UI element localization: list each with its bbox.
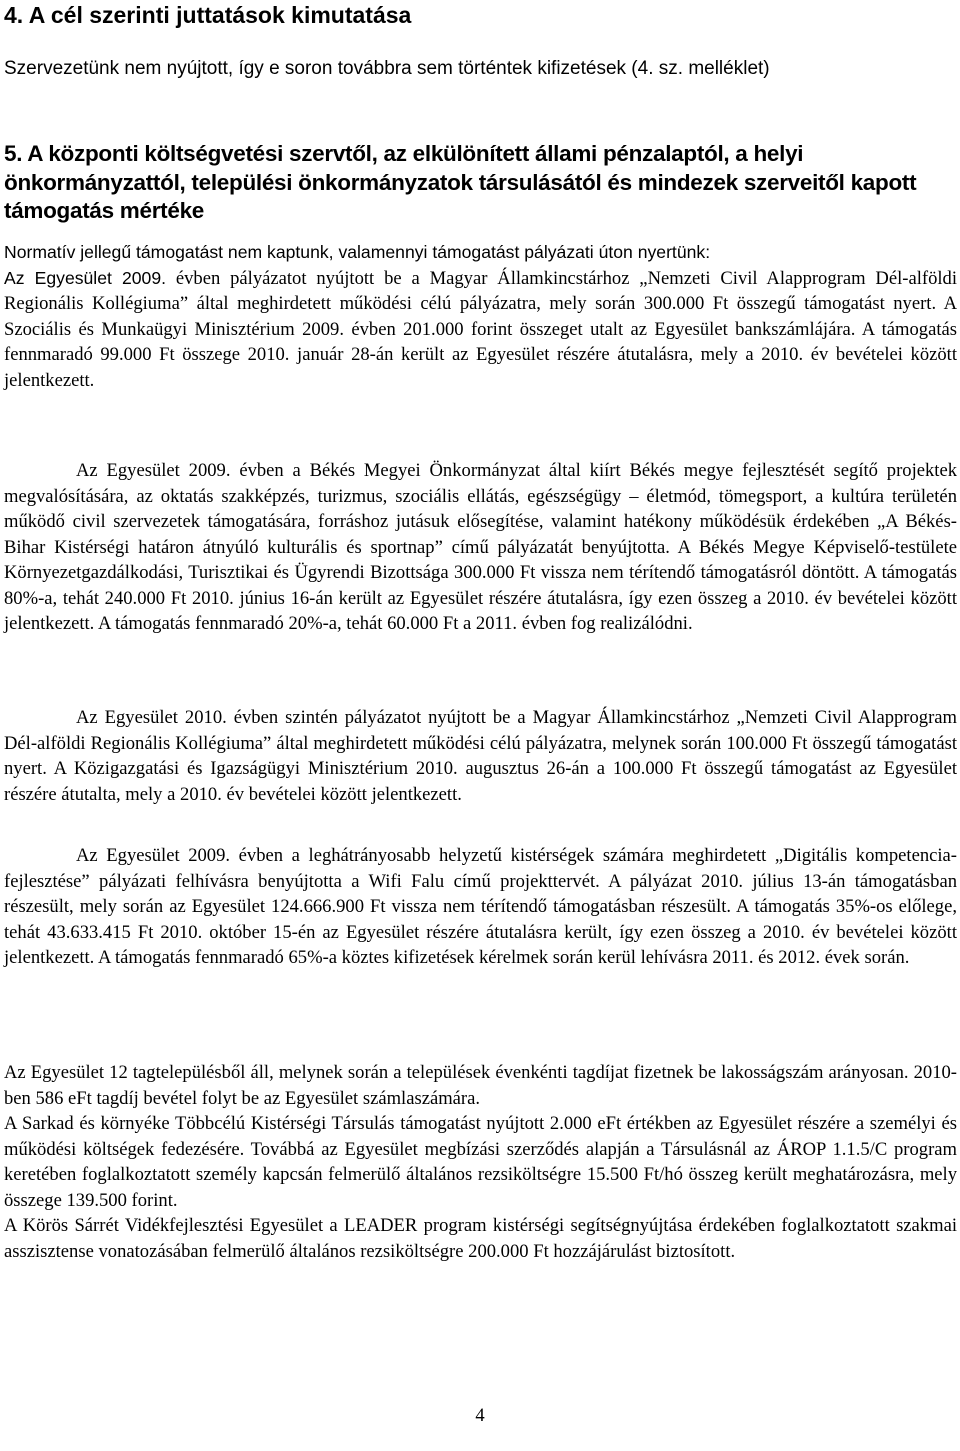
lead-sentence: Normatív jellegű támogatást nem kaptunk, valamennyi támogatást pályázati úton nyertünk: [4,242,711,262]
paragraph-normative-support [4,240,957,393]
paragraph-wifi-falu [4,843,957,971]
paragraph-text: Az Egyesület 2009. évben a Békés Megyei Önkormányzat által kiírt Békés megye fejlesztését segítő projektek megvalósítására, az oktatás szakképzés, turizmus, szociális ellátás, egészségügy – életmód, tömegsport, a kultúra területén működő civil szervezetek támogatására, forráshoz jutásuk elősegítése, valamint hatékony működésük érdekében „A Békés-Bihar Kistérségi határon átnyúló kulturális és sportnap” című pályázatát benyújtotta. A Békés Megye Képviselő-testülete Környezetgazdálkodási, Turisztikai és Ügyrendi Bizottsága 300.000 Ft vissza nem térítendő támogatásról döntött. A támogatás 80%-a, tehát 240.000 Ft 2010. június 16-án került az Egyesület részére átutalásra, így ezen összeg a 2010. év bevételei között jelentkezett. A támogatás fennmaradó 20%-a, tehát 60.000 Ft a 2011. évben fog realizálódni. [4,460,957,634]
paragraph-start: Az Egyesület 2009. [4,267,167,288]
paragraph-text: Az Egyesület 2010. évben szintén pályázatot nyújtott be a Magyar Államkincstárhoz „Nemzeti Civil Alapprogram Dél-alföldi Regionális Kollégiuma” által meghirdetett működési célú pályázatra, melynek során 100.000 Ft összegű támogatást nyert. A Közigazgatási és Igazságügyi Minisztérium 2010. augusztus 26-án a 100.000 Ft összegű támogatást az Egyesület részére átutalta, mely a 2010. év bevételei között jelentkezett. [4,707,957,805]
page-number: 4 [475,1405,485,1426]
paragraph-sarkad-support: A Sarkad és környéke Többcélú Kistérségi Társulás támogatást nyújtott 2.000 eFt értékben az Egyesület részére a személyi és működési költségek fedezésére. Továbbá az Egyesület megbízási szerződés alapján a Társulásnál az ÁROP 1.1.5/C program keretében foglalkoztatott személy kapcsán felmerülő általános rezsiköltségre 15.500 Ft/hó összeg került meghatározásra, mely összege 139.500 forint. [4,1113,957,1211]
section-4-heading: 4. A cél szerinti juttatások kimutatása [4,2,412,28]
paragraph-text: Az Egyesület 2009. évben a leghátrányosabb helyzetű kistérségek számára meghirdetett „Digitális kompetencia-fejlesztése” pályázati felhívásra benyújtotta a Wifi Falu című projekttervét. A pályázat 2010. július 13-án támogatásban részesült, mely során az Egyesület 124.666.900 Ft vissza nem térítendő támogatásban részesült. A támogatás 35%-os előlege, tehát 43.633.415 Ft 2010. október 15-én az Egyesület részére átutalásra került, így ezen összeg a 2010. év bevételei között jelentkezett. A támogatás fennmaradó 65%-a köztes kifizetések kérelmek során kerül lehívásra 2011. és 2012. évek során. [4,845,957,968]
paragraph-body: évben pályázatot nyújtott be a Magyar Államkincstárhoz „Nemzeti Civil Alapprogram Dél-alföldi Regionális Kollégiuma” által meghirdetett működési célú pályázatra, mely során 300.000 Ft összegű támogatást nyert. A Szociális és Munkaügyi Minisztérium 2009. évben 201.000 forint összeget utalt az Egyesület bankszámlájára. A támogatás fennmaradó 99.000 Ft összege 2010. január 28-án került az Egyesület részére átutalásra, mely a 2010. év bevételei között jelentkezett. [4,267,957,391]
paragraph-bekes-county [4,458,957,637]
paragraph-membership-fees: Az Egyesület 12 tagtelepülésből áll, melynek során a települések évenkénti tagdíjat fizetnek be lakosságszám arányosan. 2010-ben 586 eFt tagdíj bevétel folyt be az Egyesület számlaszámára. [4,1062,957,1109]
paragraph-2009-nca [4,268,957,391]
paragraph-leader-program: A Körös Sárrét Vidékfejlesztési Egyesület a LEADER program kistérségi segítségnyújtása érdekében foglalkoztatott szakmai asszisztense vonatozásában felmerülő általános rezsiköltségre 200.000 Ft hozzájárulást biztosított. [4,1215,957,1262]
paragraph-group-membership [4,1060,957,1264]
section-4-text: Szervezetünk nem nyújtott, így e soron továbbra sem történtek kifizetések (4. sz. melléklet) [4,58,770,79]
section-5-heading: 5. A központi költségvetési szervtől, az elkülönített állami pénzalaptól, a helyi önkormányzattól, települési önkormányzatok társulásától és mindezek szerveitől kapott támogatás mértéke [4,141,917,223]
paragraph-2010-nca [4,705,957,807]
